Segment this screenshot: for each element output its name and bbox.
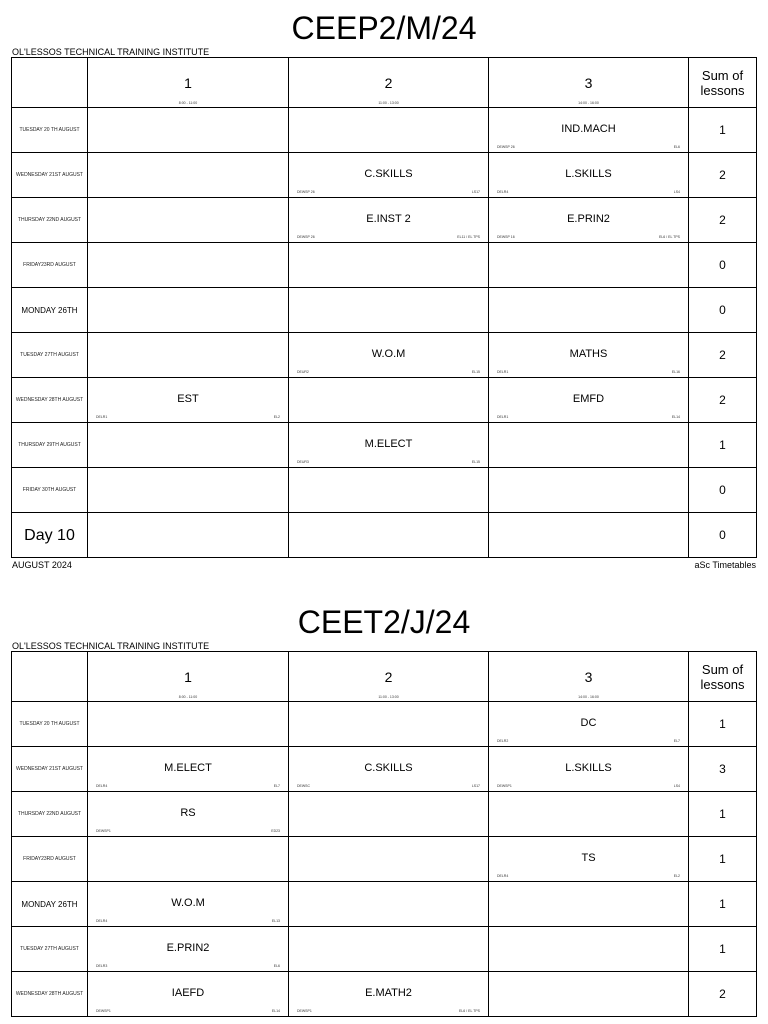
empty-cell <box>88 702 289 747</box>
lesson-group: DELR4 <box>497 874 509 878</box>
empty-cell <box>289 882 489 927</box>
day-label: WEDNESDAY 21ST AUGUST <box>12 747 88 792</box>
lesson-cell[interactable] <box>289 333 489 378</box>
period-number: 2 <box>384 669 393 685</box>
lesson-sum: 0 <box>689 468 757 513</box>
day-label: TUESDAY 20 TH AUGUST <box>12 108 88 153</box>
lesson-cell[interactable] <box>88 792 289 837</box>
period-number: 1 <box>184 669 192 685</box>
lesson-sum: 2 <box>689 333 757 378</box>
lesson-group: DEWSP1 <box>497 784 512 788</box>
day-label: TUESDAY 27TH AUGUST <box>12 927 88 972</box>
lesson-group: DELR3 <box>96 964 108 968</box>
lesson-sum: 3 <box>689 747 757 792</box>
lesson-room: EL2 <box>273 415 280 419</box>
lesson-subject: DC <box>580 717 597 729</box>
lesson-subject: M.ELECT <box>364 438 413 450</box>
lesson-group: DEWSP 16 <box>497 235 515 239</box>
period-number: 1 <box>184 75 192 91</box>
empty-cell <box>289 837 489 882</box>
table-row <box>12 927 757 972</box>
day-label: MONDAY 26TH <box>12 288 88 333</box>
lesson-group: DEWSP1 <box>96 1009 111 1013</box>
table-row <box>12 468 757 513</box>
lesson-room: EL6 <box>273 964 280 968</box>
lesson-subject: RS <box>180 807 196 819</box>
table-row <box>12 153 757 198</box>
empty-cell <box>289 378 489 423</box>
lesson-cell[interactable] <box>289 747 489 792</box>
lesson-room: EL6 <box>673 145 680 149</box>
lesson-room: EL13 <box>271 919 280 923</box>
lesson-subject: L.SKILLS <box>565 168 612 180</box>
timetable-title: CEET2/J/24 <box>297 604 471 640</box>
lesson-room: EL2 <box>673 874 680 878</box>
lesson-group: DELR4 <box>96 784 108 788</box>
lesson-group: DEWSP1 <box>96 829 111 833</box>
lesson-sum: 1 <box>689 423 757 468</box>
period-header <box>489 58 689 108</box>
period-header <box>88 652 289 702</box>
timetable-grid <box>11 651 757 1017</box>
empty-cell <box>489 468 689 513</box>
table-row <box>12 882 757 927</box>
empty-cell <box>489 243 689 288</box>
lesson-subject: EST <box>177 393 199 405</box>
lesson-room: EL6 / EL TPS <box>458 1009 480 1013</box>
lesson-group: DEWSP 26 <box>297 235 315 239</box>
period-time: 8:00 - 11:00 <box>178 101 198 105</box>
lesson-cell[interactable] <box>489 333 689 378</box>
day-label: Day 10 <box>12 513 88 558</box>
period-number: 3 <box>584 75 593 91</box>
lesson-group: DEWSP1 <box>297 1009 312 1013</box>
institute-name: OL'LESSOS TECHNICAL TRAINING INSTITUTE <box>12 641 210 651</box>
footer-credit: aSc Timetables <box>694 560 756 570</box>
lesson-sum: 1 <box>689 792 757 837</box>
empty-cell <box>88 198 289 243</box>
period-header <box>289 58 489 108</box>
empty-cell <box>489 792 689 837</box>
lesson-sum: 1 <box>689 927 757 972</box>
institute-name: OL'LESSOS TECHNICAL TRAINING INSTITUTE <box>12 47 210 57</box>
lesson-group: DEUR3 <box>297 460 309 464</box>
empty-cell <box>289 468 489 513</box>
table-row <box>12 972 757 1017</box>
period-time: 11:00 - 13:00 <box>378 101 399 105</box>
lesson-subject: E.PRIN2 <box>567 213 610 225</box>
lesson-subject: E.PRIN2 <box>166 942 210 954</box>
lesson-cell[interactable] <box>88 927 289 972</box>
lesson-subject: W.O.M <box>171 897 205 909</box>
period-time: 14:00 - 16:00 <box>578 101 599 105</box>
lesson-cell[interactable] <box>489 108 689 153</box>
empty-cell <box>88 153 289 198</box>
lesson-subject: E.MATH2 <box>365 987 412 999</box>
lesson-group: DELR2 <box>497 739 509 743</box>
lesson-group: DELR1 <box>497 415 509 419</box>
lesson-room: LS4 <box>673 190 680 194</box>
empty-cell <box>88 333 289 378</box>
lesson-group: DELR4 <box>497 190 509 194</box>
timetable-grid <box>11 57 757 558</box>
lesson-sum: 1 <box>689 837 757 882</box>
lesson-room: EL7 <box>273 784 280 788</box>
corner-cell <box>12 652 88 702</box>
lesson-sum: 1 <box>689 108 757 153</box>
empty-cell <box>88 468 289 513</box>
lesson-group: DELR1 <box>497 370 509 374</box>
period-number: 2 <box>384 75 393 91</box>
lesson-room: EL6 / EL TPS <box>658 235 680 239</box>
lesson-room: EL11 / EL TPS <box>457 235 480 239</box>
period-time: 11:00 - 13:00 <box>378 695 399 699</box>
lesson-subject: MATHS <box>569 348 608 360</box>
lesson-sum: 0 <box>689 513 757 558</box>
empty-cell <box>88 288 289 333</box>
empty-cell <box>88 513 289 558</box>
lesson-group: DEWSP 26 <box>497 145 515 149</box>
table-row <box>12 288 757 333</box>
lesson-cell[interactable] <box>289 198 489 243</box>
header-row <box>12 58 757 108</box>
lesson-room: ED23 <box>271 829 280 833</box>
lesson-room: EL15 <box>471 370 480 374</box>
empty-cell <box>289 927 489 972</box>
lesson-cell[interactable] <box>489 198 689 243</box>
lesson-group: DELR1 <box>96 415 108 419</box>
lesson-subject: C.SKILLS <box>364 168 413 180</box>
header-row <box>12 652 757 702</box>
lesson-sum: 2 <box>689 153 757 198</box>
table-row <box>12 513 757 558</box>
empty-cell <box>289 243 489 288</box>
table-row <box>12 333 757 378</box>
lesson-cell[interactable] <box>289 423 489 468</box>
lesson-group: DEWSP 26 <box>297 190 315 194</box>
lesson-subject: TS <box>581 852 596 864</box>
empty-cell <box>88 108 289 153</box>
table-row <box>12 423 757 468</box>
lesson-group: DEWSC <box>297 784 311 788</box>
lesson-cell[interactable] <box>489 837 689 882</box>
lesson-cell[interactable] <box>88 378 289 423</box>
lesson-room: EL15 <box>471 460 480 464</box>
lesson-subject: E.INST 2 <box>366 213 411 225</box>
day-label: FRIDAY23RD AUGUST <box>12 837 88 882</box>
empty-cell <box>489 288 689 333</box>
table-row <box>12 792 757 837</box>
empty-cell <box>88 423 289 468</box>
lesson-cell[interactable] <box>489 153 689 198</box>
lesson-subject: C.SKILLS <box>364 762 413 774</box>
empty-cell <box>289 108 489 153</box>
lesson-cell[interactable] <box>489 702 689 747</box>
empty-cell <box>289 288 489 333</box>
table-row <box>12 837 757 882</box>
lesson-sum: 1 <box>689 882 757 927</box>
empty-cell <box>489 882 689 927</box>
lesson-sum: 2 <box>689 972 757 1017</box>
empty-cell <box>88 243 289 288</box>
empty-cell <box>489 927 689 972</box>
lesson-subject: W.O.M <box>371 348 406 360</box>
lesson-subject: M.ELECT <box>164 762 212 774</box>
lesson-cell[interactable] <box>489 378 689 423</box>
timetable-title: CEEP2/M/24 <box>291 10 477 46</box>
period-header <box>88 58 289 108</box>
day-label: WEDNESDAY 28TH AUGUST <box>12 972 88 1017</box>
lesson-sum: 2 <box>689 198 757 243</box>
footer-date: AUGUST 2024 <box>12 560 72 570</box>
lesson-room: EL14 <box>271 1009 280 1013</box>
lesson-room: LS4 <box>673 784 680 788</box>
lesson-room: EL14 <box>671 415 680 419</box>
lesson-cell[interactable] <box>88 882 289 927</box>
day-label: MONDAY 26TH <box>12 882 88 927</box>
lesson-cell[interactable] <box>289 153 489 198</box>
corner-cell <box>12 58 88 108</box>
lesson-cell[interactable] <box>88 747 289 792</box>
lesson-sum: 1 <box>689 702 757 747</box>
day-label: THURSDAY 22ND AUGUST <box>12 792 88 837</box>
lesson-subject: EMFD <box>572 393 605 405</box>
lesson-subject: L.SKILLS <box>565 762 612 774</box>
sum-header: Sum of lessons <box>689 58 757 108</box>
day-label: TUESDAY 20 TH AUGUST <box>12 702 88 747</box>
table-row <box>12 198 757 243</box>
empty-cell <box>289 702 489 747</box>
empty-cell <box>489 423 689 468</box>
lesson-sum: 0 <box>689 288 757 333</box>
period-time: 14:00 - 16:00 <box>578 695 599 699</box>
lesson-group: DEUR2 <box>297 370 309 374</box>
day-label: WEDNESDAY 28TH AUGUST <box>12 378 88 423</box>
empty-cell <box>489 513 689 558</box>
lesson-cell[interactable] <box>289 972 489 1017</box>
table-row <box>12 702 757 747</box>
table-row <box>12 747 757 792</box>
lesson-room: EL7 <box>673 739 680 743</box>
period-header <box>289 652 489 702</box>
period-number: 3 <box>584 669 593 685</box>
lesson-group: DELR4 <box>96 919 108 923</box>
lesson-subject: IND.MACH <box>561 123 616 135</box>
period-time: 8:00 - 11:00 <box>178 695 198 699</box>
day-label: THURSDAY 22ND AUGUST <box>12 198 88 243</box>
empty-cell <box>489 972 689 1017</box>
sum-header: Sum of lessons <box>689 652 757 702</box>
lesson-room: EL16 <box>671 370 680 374</box>
day-label: FRIDAY23RD AUGUST <box>12 243 88 288</box>
table-row <box>12 108 757 153</box>
table-row <box>12 378 757 423</box>
lesson-sum: 2 <box>689 378 757 423</box>
day-label: FRIDAY 30TH AUGUST <box>12 468 88 513</box>
table-row <box>12 243 757 288</box>
lesson-subject: IAEFD <box>171 987 205 999</box>
empty-cell <box>289 513 489 558</box>
day-label: THURSDAY 29TH AUGUST <box>12 423 88 468</box>
period-header <box>489 652 689 702</box>
day-label: TUESDAY 27TH AUGUST <box>12 333 88 378</box>
empty-cell <box>88 837 289 882</box>
empty-cell <box>289 792 489 837</box>
lesson-cell[interactable] <box>88 972 289 1017</box>
lesson-sum: 0 <box>689 243 757 288</box>
day-label: WEDNESDAY 21ST AUGUST <box>12 153 88 198</box>
lesson-room: LS17 <box>471 190 480 194</box>
lesson-cell[interactable] <box>489 747 689 792</box>
lesson-room: LS17 <box>471 784 480 788</box>
